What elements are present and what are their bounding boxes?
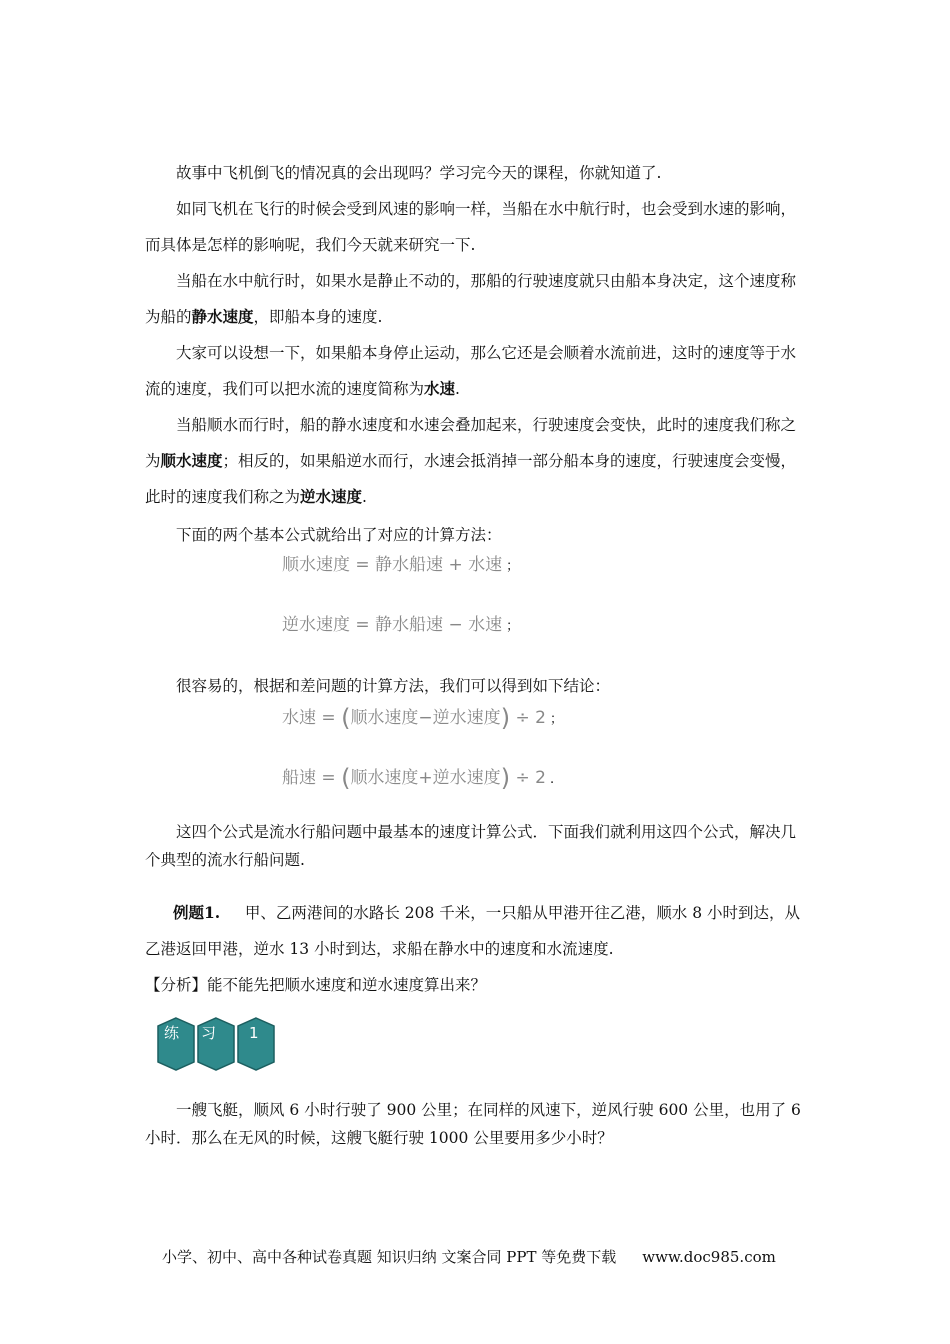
intro-paragraph-5: 当船顺水而行时，船的静水速度和水速会叠加起来，行驶速度会变快，此时的速度我们称之为顺水速度；相反的，如果船逆水而行，水速会抵消掉一部分船本身的速度，行驶速度会变慢，此时的速度我们称之为逆水速度. xyxy=(145,416,797,506)
term-water-speed: 水速 xyxy=(424,379,456,398)
analysis-line: 【分析】能不能先把顺水速度和逆水速度算出来？ xyxy=(145,976,487,994)
example-1: 例题1. 甲、乙两港间的水路长 208 千米，一只船从甲港开往乙港，顺水 8 小时到达，从乙港返回甲港，逆水 13 小时到达，求船在静水中的速度和水流速度. xyxy=(145,903,800,958)
hexagon-1 xyxy=(158,1018,194,1070)
term-downstream-speed: 顺水速度 xyxy=(160,451,223,470)
badge-char-1: 练 xyxy=(164,1024,180,1042)
page-footer: 小学、初中、高中各种试卷真题 知识归纳 文案合同 PPT 等免费下载 www.doc985.com xyxy=(162,1248,776,1266)
term-still-water-speed: 静水速度 xyxy=(191,307,254,326)
term-upstream-speed: 逆水速度 xyxy=(300,487,363,506)
example-label: 例题1. xyxy=(173,903,221,922)
intro-paragraph-1: 故事中飞机倒飞的情况真的会出现吗？学习完今天的课程，你就知道了. xyxy=(176,164,662,182)
intro-paragraph-2: 如同飞机在飞行的时候会受到风速的影响一样，当船在水中航行时，也会受到水速的影响，而具体是怎样的影响呢，我们今天就来研究一下. xyxy=(145,200,797,254)
formula-downstream: 顺水速度 = 静水船速 + 水速 ； xyxy=(282,555,520,575)
formula-water-speed: 水速 = (顺水速度−逆水速度) ÷ 2 ； xyxy=(282,704,563,732)
intro-paragraph-3: 当船在水中航行时，如果水是静止不动的，那船的行驶速度就只由船本身决定，这个速度称为船的静水速度，即船本身的速度. xyxy=(145,272,797,326)
hexagon-2 xyxy=(198,1018,234,1070)
intro-paragraph-4: 大家可以设想一下，如果船本身停止运动，那么它还是会顺着水流前进，这时的速度等于水流的速度，我们可以把水流的速度简称为水速. xyxy=(145,344,797,398)
summary-paragraph: 这四个公式是流水行船问题中最基本的速度计算公式．下面我们就利用这四个公式，解决几个典型的流水行船问题. xyxy=(145,823,797,869)
formula-upstream: 逆水速度 = 静水船速 − 水速 ； xyxy=(282,615,520,635)
badge-char-2: 习 xyxy=(201,1024,217,1042)
formula-lead-text: 很容易的，根据和差问题的计算方法，我们可以得到如下结论： xyxy=(176,677,611,695)
intro-paragraph-6: 下面的两个基本公式就给出了对应的计算方法： xyxy=(176,526,502,544)
practice-1-problem: 一艘飞艇，顺风 6 小时行驶了 900 公里；在同样的风速下，逆风行驶 600 公里，也用了 6 小时．那么在无风的时候，这艘飞艇行驶 1000 公里要用多少小时？ xyxy=(145,1101,801,1147)
footer-site-link[interactable]: www.doc985.com xyxy=(642,1248,776,1266)
badge-char-3: 1 xyxy=(249,1024,259,1042)
formula-boat-speed: 船速 = (顺水速度+逆水速度) ÷ 2 . xyxy=(282,764,555,792)
practice-badge xyxy=(156,1016,280,1072)
hexagon-3 xyxy=(238,1018,274,1070)
